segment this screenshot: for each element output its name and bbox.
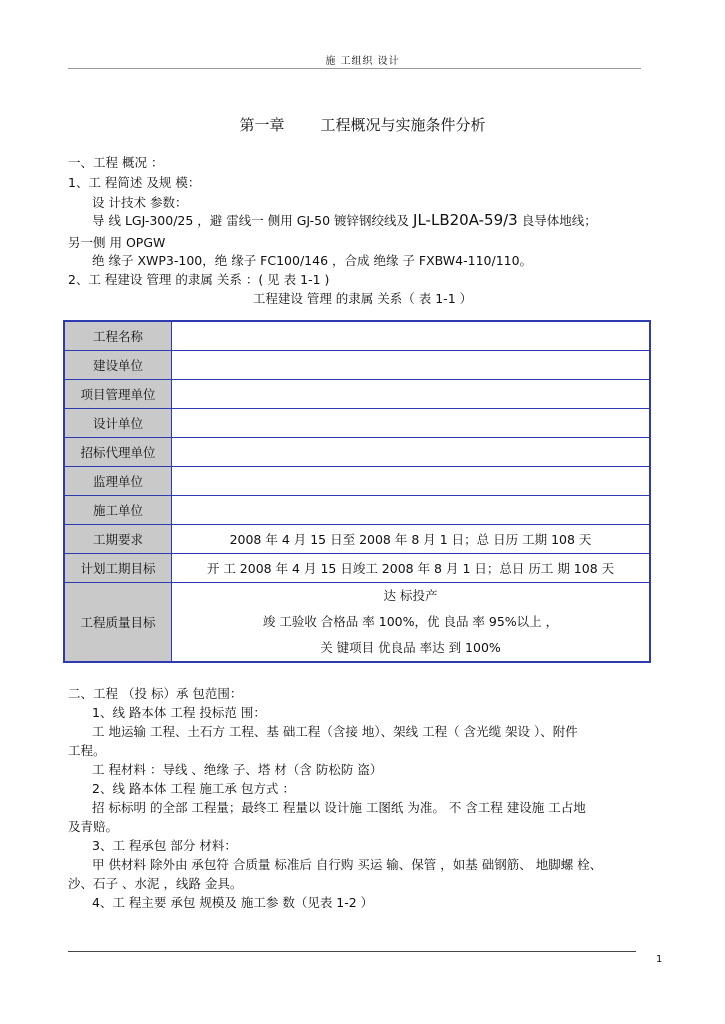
table-row xyxy=(64,524,650,553)
table-row xyxy=(64,437,650,466)
row-value xyxy=(172,495,651,524)
row-value xyxy=(172,437,651,466)
chapter-number: 第一章 xyxy=(239,116,285,134)
footer-rule xyxy=(68,951,636,952)
contract-method-text: 招 标标明 的全部 工程量；最终工 程量以 设计施 工图纸 为准。 不 含工程 建设施 工占地 xyxy=(92,800,586,815)
chapter-title xyxy=(0,114,725,135)
material-text: 工 程材料 ：导线 、绝缘 子、塔 材（含 防松防 盗） xyxy=(92,762,383,777)
design-params: 设 计技术 参数： xyxy=(92,195,188,210)
scope-heading: 1、线 路本体 工程 投标范 围： xyxy=(92,705,266,720)
scope-text: 工 地运输 工程、土石方 工程、基 础工程（含接 地）、架线 工程（ 含光缆 架设 ）、附件 xyxy=(92,724,578,739)
table-row xyxy=(64,466,650,495)
quality-line: 竣 工验收 合格品 率 100%，优 良品 率 95%以上 ， xyxy=(262,613,559,629)
row-label: 工程名称 xyxy=(64,321,172,350)
scope-text-cont: 工程。 xyxy=(68,743,106,758)
materials-heading: 3、工 程承包 部分 材料： xyxy=(92,838,237,853)
item2-heading: 2、工 程建设 管理 的隶属 关系 ：( 见 表 1-1 ) xyxy=(68,272,330,287)
header-rule xyxy=(68,68,641,69)
table-row xyxy=(64,379,650,408)
section1-heading: 一、工程 概况 ： xyxy=(68,155,164,170)
scale-heading: 4、工 程主要 承包 规模及 施工参 数（见表 1-2 ） xyxy=(92,895,374,910)
chapter-name: 工程概况与实施条件分析 xyxy=(320,116,486,134)
contract-method-cont: 及青赔。 xyxy=(68,819,119,834)
contract-method-heading: 2、线 路本体 工程 施工承 包方式 ： xyxy=(92,781,295,796)
row-label: 项目管理单位 xyxy=(64,379,172,408)
row-label: 工期要求 xyxy=(64,524,172,553)
insulator-line: 绝 缘子 XWP3-100，绝 缘子 FC100/146 ，合成 绝缘 子 FXBW4-110/110。 xyxy=(92,253,533,268)
page-header: 施 工组织 设计 xyxy=(325,56,400,67)
table-row xyxy=(64,408,650,437)
item1-heading: 1、工 程简述 及规 模： xyxy=(68,175,201,190)
row-value xyxy=(172,466,651,495)
row-value xyxy=(172,408,651,437)
row-label: 监理单位 xyxy=(64,466,172,495)
table-row xyxy=(64,495,650,524)
row-value xyxy=(172,321,651,350)
row-label: 施工单位 xyxy=(64,495,172,524)
table-row xyxy=(64,553,650,582)
conductor-line xyxy=(92,211,597,229)
table-caption: 工程建设 管理 的隶属 关系（ 表 1-1 ） xyxy=(252,291,473,306)
row-value: 开 工 2008 年 4 月 15 日竣工 2008 年 8 月 1 日；总日 历工 期 108 天 xyxy=(172,553,651,582)
row-label: 招标代理单位 xyxy=(64,437,172,466)
conductor-model: JL-LB20A-59/3 xyxy=(413,211,518,229)
row-value xyxy=(172,379,651,408)
quality-values xyxy=(172,582,651,662)
materials-cont: 沙、石子 、水泥 ，线路 金具。 xyxy=(68,876,243,891)
project-info-table xyxy=(63,320,651,663)
table-row xyxy=(64,321,650,350)
row-label: 计划工期目标 xyxy=(64,553,172,582)
row-label: 设计单位 xyxy=(64,408,172,437)
section2-heading: 二、工程 （投 标）承 包范围： xyxy=(68,686,243,701)
quality-line: 关 键项目 优良品 率达 到 100% xyxy=(320,639,501,655)
row-value xyxy=(172,350,651,379)
table-row xyxy=(64,350,650,379)
opgw-line: 另一侧 用 OPGW xyxy=(68,235,166,250)
table-row-quality xyxy=(64,582,650,662)
row-label: 建设单位 xyxy=(64,350,172,379)
quality-line: 达 标投产 xyxy=(383,587,438,603)
materials-text: 甲 供材料 除外由 承包符 合质量 标准后 自行购 买运 输、保管 ，如基 础钢筋、 地脚螺 栓、 xyxy=(92,857,603,872)
page-number: 1 xyxy=(656,954,663,965)
row-value: 2008 年 4 月 15 日至 2008 年 8 月 1 日；总 日历 工期 108 天 xyxy=(172,524,651,553)
row-label: 工程质量目标 xyxy=(64,582,172,662)
conductor-tail: 良导体地线； xyxy=(521,213,597,228)
conductor-text: 导 线 LGJ-300/25 ，避 雷线一 侧用 GJ-50 镀锌钢绞线及 xyxy=(92,213,410,228)
